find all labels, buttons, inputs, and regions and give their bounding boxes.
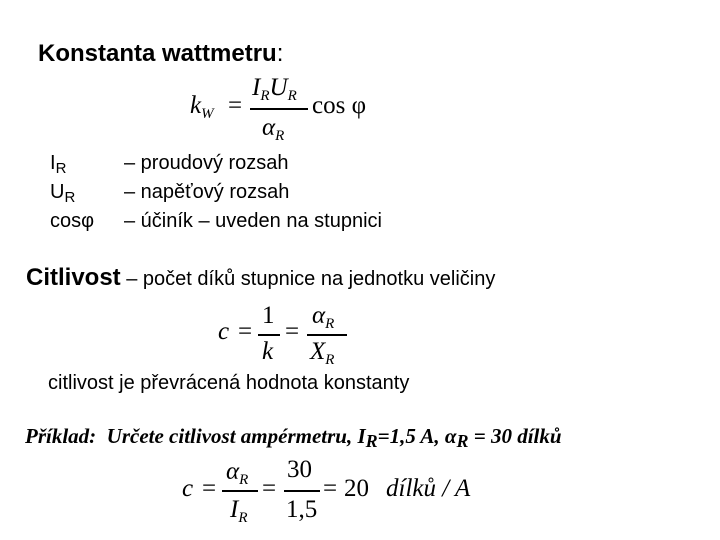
ex-num-1: $\alpha_R$ <box>226 458 249 488</box>
legend-symbol: cosφ <box>50 210 95 232</box>
example-text: Určete citlivost ampérmetru, I <box>106 424 366 448</box>
c-den-1: k <box>262 338 274 365</box>
legend-description: – napěťový rozsah <box>124 181 290 203</box>
kw-lhs: $k_W$ <box>190 92 214 122</box>
legend-symbol: $I_R$ <box>50 152 67 177</box>
ex-den-2: 1,5 <box>286 496 318 523</box>
title-colon: : <box>276 40 284 67</box>
c-num-2: $\alpha_R$ <box>312 302 335 332</box>
ex-num-2: 30 <box>287 456 312 483</box>
c-equals-1: = <box>238 318 253 345</box>
note-text: citlivost je převrácená hodnota konstanty <box>48 372 410 394</box>
ex-equals-1: = <box>202 475 217 502</box>
ex-result: 20 <box>344 475 369 502</box>
example-label: Příklad: <box>25 424 97 448</box>
c-num-1: 1 <box>262 302 275 329</box>
citlivost-definition <box>26 264 495 292</box>
kw-denominator: $\alpha_R$ <box>262 114 285 144</box>
legend-description: – proudový rozsah <box>124 152 289 174</box>
page-title <box>38 40 283 68</box>
c-den-2: $X_R$ <box>310 338 335 368</box>
ex-equals-2: = <box>262 475 277 502</box>
ex-lhs: c <box>182 475 194 502</box>
kw-numerator: $I_RU_R$ <box>252 74 297 104</box>
legend-description: – účiník – uveden na stupnici <box>124 210 382 232</box>
citlivost-text: – počet díků stupnice na jednotku veličiny <box>120 268 496 290</box>
title-text: Konstanta wattmetru <box>38 40 277 67</box>
ex-unit: dílků / A <box>386 475 471 502</box>
c-fraction-bar-2 <box>307 334 347 336</box>
c-lhs: c <box>218 318 230 345</box>
citlivost-term: Citlivost <box>26 264 121 291</box>
legend-symbol: $U_R$ <box>50 181 76 206</box>
kw-cos-phi: cos φ <box>312 92 367 119</box>
ex-fraction-bar-2 <box>284 490 320 492</box>
ex-equals-3: = <box>323 475 338 502</box>
c-fraction-bar-1 <box>258 334 280 336</box>
kw-fraction-bar <box>250 108 308 110</box>
example-statement: Příklad: Určete citlivost ampérmetru, IR=1,5 A, αR = 30 dílků <box>25 424 562 451</box>
kw-equals: = <box>228 92 243 119</box>
ex-den-1: $I_R$ <box>230 496 248 526</box>
c-equals-2: = <box>285 318 300 345</box>
ex-fraction-bar-1 <box>222 490 258 492</box>
